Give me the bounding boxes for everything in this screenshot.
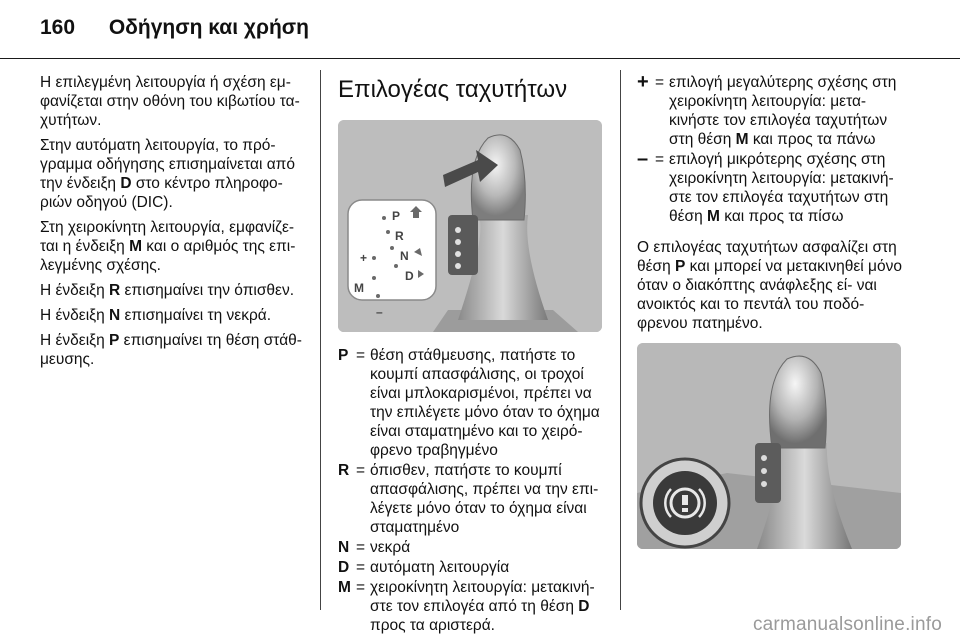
- gear-label-minus: –: [376, 305, 383, 319]
- definition-r: [338, 461, 608, 537]
- paragraph-park: [40, 331, 312, 369]
- text: επισημαίνει την όπισθεν.: [120, 282, 294, 299]
- def-equals: =: [356, 579, 366, 596]
- column-divider-1: [320, 70, 321, 610]
- def-equals: =: [356, 347, 366, 364]
- text: επιλογή μικρότερης σχέσης στη χειροκίνητη λειτουργία: μετακινή- στε τον επιλογέα ταχυτήτων στη θέση: [669, 151, 894, 225]
- key-letter: M: [735, 131, 749, 148]
- column-divider-2: [620, 70, 621, 610]
- def-equals: =: [655, 74, 665, 91]
- text: Η ένδειξη: [40, 282, 110, 299]
- paragraph-display: Η επιλεγμένη λειτουργία ή σχέση εμ- φανίζεται στην οθόνη του κιβωτίου τα- χυτήτων.: [40, 74, 300, 129]
- page-header: [40, 16, 309, 40]
- paragraph-neutral: [40, 306, 312, 325]
- shift-definitions: [637, 73, 905, 226]
- gear-selector-illustration: [338, 120, 602, 332]
- gear-label-m: M: [354, 281, 364, 295]
- key-letter: N: [109, 307, 121, 324]
- plus-sign: +: [637, 71, 649, 93]
- def-key: P: [338, 347, 349, 364]
- text: επισημαίνει τη νεκρά.: [120, 307, 272, 324]
- def-text: [669, 150, 905, 226]
- middle-column: [338, 76, 608, 636]
- header-rule: [0, 58, 960, 59]
- gear-label-r: R: [395, 229, 404, 243]
- definition-p: [338, 346, 608, 460]
- text: χειροκίνητη λειτουργία: μετακινή- στε τον επιλογέα από τη θέση: [370, 579, 595, 615]
- definition-n: [338, 538, 608, 557]
- text: και ο αριθμός της επι- λεγμένης σχέσης.: [40, 238, 296, 274]
- gear-label-p: P: [392, 209, 401, 223]
- text: επισημαίνει τη θέση στάθ- μευσης.: [40, 332, 302, 368]
- def-text: θέση στάθμευσης, πατήστε το κουμπί απασφάλισης, οι τροχοί είναι μπλοκαρισμένοι, πρέπει να την επιλέγετε μόνο όταν το όχημα είναι σταματημένο και το χειρό- φρενο τραβηγμένο: [370, 347, 600, 459]
- watermark: carmanualsonline.info: [752, 614, 942, 635]
- paragraph-manual-mode: [40, 218, 312, 275]
- gear-selector-figure: [338, 120, 602, 332]
- def-text: [669, 73, 905, 149]
- text: στο κέντρο πληροφο- ριών οδηγού (DIC).: [40, 175, 283, 211]
- key-letter: D: [120, 175, 132, 192]
- gear-definitions: [338, 346, 608, 635]
- def-equals: =: [356, 539, 366, 556]
- text: Ο επιλογέας ταχυτήτων ασφαλίζει στη θέση: [637, 239, 897, 275]
- right-column: [637, 73, 905, 549]
- def-key: N: [338, 539, 350, 556]
- paragraph-auto-mode: [40, 136, 312, 212]
- def-key: M: [338, 579, 351, 596]
- text: προς τα αριστερά.: [370, 617, 495, 634]
- key-letter: P: [109, 332, 120, 349]
- def-equals: =: [356, 462, 366, 479]
- def-equals: =: [356, 559, 366, 576]
- text: και προς τα πάνω: [748, 131, 876, 148]
- key-letter: R: [109, 282, 121, 299]
- gear-label-n: N: [400, 249, 409, 263]
- key-letter: M: [129, 238, 142, 255]
- def-text: [370, 578, 608, 635]
- definition-minus: [637, 150, 905, 226]
- minus-sign: –: [637, 148, 649, 170]
- section-heading: Επιλογέας ταχυτήτων: [338, 76, 568, 103]
- text: Η ένδειξη: [40, 307, 110, 324]
- left-column: [40, 73, 312, 375]
- text: Στην αυτόματη λειτουργία, το πρό- γραμμα οδήγησης επισημαίνεται από την ένδειξη: [40, 137, 295, 192]
- key-letter: P: [675, 258, 686, 275]
- def-text: νεκρά: [370, 539, 411, 556]
- text: Στη χειροκίνητη λειτουργία, εμφανίζε- ται η ένδειξη: [40, 219, 295, 255]
- definition-m: [338, 578, 608, 635]
- def-key: R: [338, 462, 350, 479]
- paragraph-reverse: [40, 281, 312, 300]
- key-letter: M: [707, 208, 720, 225]
- def-key: D: [338, 559, 350, 576]
- unlock-button-illustration: [637, 343, 901, 549]
- key-letter: D: [578, 598, 590, 615]
- def-equals: =: [655, 151, 665, 168]
- paragraph-selector-lock: [637, 238, 905, 333]
- page-number: 160: [40, 16, 76, 39]
- def-text: όπισθεν, πατήστε το κουμπί απασφάλισης, πρέπει να την επι- λέγετε μόνο όταν το όχημα είναι σταματημένο: [370, 462, 599, 536]
- gear-label-d: D: [405, 269, 414, 283]
- text: Η ένδειξη: [40, 332, 110, 349]
- definition-d: [338, 558, 608, 577]
- definition-plus: [637, 73, 905, 149]
- text: και προς τα πίσω: [719, 208, 844, 225]
- gear-label-plus: +: [360, 251, 368, 265]
- def-text: αυτόματη λειτουργία: [370, 559, 510, 576]
- text: και μπορεί να μετακινηθεί μόνο όταν ο διακόπτης ανάφλεξης εί- ναι ανοικτός και το πεντάλ του ποδό- φρενου πατημένο.: [637, 258, 902, 332]
- text: επιλογή μεγαλύτερης σχέσης στη χειροκίνητη λειτουργία: μετα- κινήστε τον επιλογέα ταχυτήτων στη θέση: [669, 74, 897, 148]
- unlock-button-figure: [637, 343, 901, 549]
- section-title-header: Οδήγηση και χρήση: [108, 16, 309, 39]
